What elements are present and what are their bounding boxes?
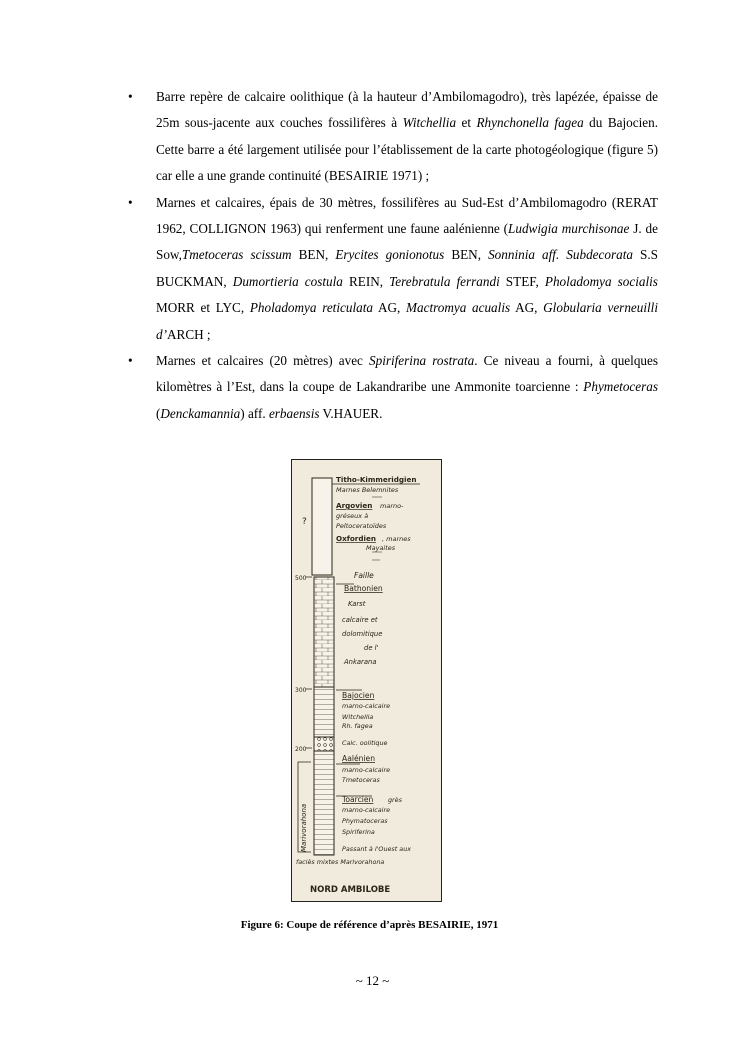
page-number: ~ 12 ~ (355, 973, 390, 988)
bullet-text (156, 89, 658, 183)
label: grès (388, 796, 402, 804)
label: marno- (380, 502, 404, 510)
italic-term: Mactromya acualis (406, 300, 511, 316)
italic-term: Rhynchonella fagea (476, 115, 584, 131)
text-run: V.HAUER. (319, 405, 383, 421)
argovien-label: Argovien (336, 501, 373, 510)
bullet-item (128, 84, 658, 190)
text-run: STEF, (499, 273, 545, 289)
italic-term: Spiriferina rostrata (369, 353, 475, 369)
label: Spiriferina (342, 828, 375, 836)
scale-label: 500 (295, 575, 307, 582)
scale-label: 300 (295, 687, 307, 694)
italic-term: Terebratula ferrandi (389, 273, 500, 289)
italic-term: erbaensis (268, 405, 320, 421)
text-run: BEN, (291, 247, 336, 263)
scale-label: 200 (295, 746, 307, 753)
label: marno-calcaire (342, 702, 391, 710)
italic-term: Dumortieria costula (232, 273, 343, 289)
italic-term: Phymetoceras (583, 379, 658, 395)
text-run: du Bajocien. Cette barre a été largement utilisée pour l’établissement de la carte photogéologique (figure 5) car elle a une grande continuité (BESAIRIE 1971) ; (156, 115, 658, 184)
bullet-text (156, 353, 658, 421)
label: Rh. fagea (342, 722, 373, 730)
bullet-item (128, 190, 658, 348)
text-run: AG, (372, 300, 407, 316)
text-run: REIN, (342, 273, 390, 289)
label: Karst (348, 600, 366, 608)
bullet-list (128, 84, 658, 427)
label: calcaire et (342, 616, 378, 624)
text-run: et (456, 115, 477, 131)
italic-term: Pholadomya socialis (544, 273, 658, 289)
bullet-symbol: • (128, 353, 133, 369)
label: Ankarana (344, 658, 377, 666)
figure-footer: NORD AMBILOBE (310, 885, 391, 895)
lower-column (314, 751, 334, 855)
label: Phymatoceras (342, 817, 388, 825)
label: Marnes Belemnites (336, 486, 399, 494)
aalenien-label: Aalénien (342, 754, 376, 763)
text-run: Marnes et calcaires (20 mètres) avec (156, 353, 369, 369)
bullet-symbol: • (128, 89, 133, 104)
italic-term: Denckamannia (160, 405, 241, 421)
label: Calc. oolitique (342, 739, 388, 747)
italic-term: Globularia verneuilli d’ (156, 300, 659, 342)
text-run: AG, (510, 300, 544, 316)
oxfordien-label: Oxfordien (336, 534, 376, 543)
text-run: Barre repère de calcaire oolithique (à la hauteur d’Ambilomagodro), très lapézée, épaisse de 25m sous-jacente aux couches fossilifères à (156, 89, 658, 131)
label: Passant à l'Ouest aux (342, 845, 412, 853)
text-run: S.S BUCKMAN, (156, 247, 659, 289)
label: Tmetoceras (342, 776, 380, 784)
label: Mayaites (366, 544, 396, 552)
text-run: Marnes et calcaires, épais de 30 mètres, fossilifères au Sud-Est d’Ambilomagodro (RERAT 1962, COLLIGNON 1963) qui renferment une faune aalénienne ( (156, 194, 658, 237)
label: marno-calcaire (342, 806, 391, 814)
bajocien-column (314, 687, 334, 737)
italic-term: Ludwigia murchisonae (508, 221, 630, 237)
stratigraphic-column-figure (291, 459, 442, 902)
label: faciès mixtes Marivorahona (296, 858, 385, 866)
label: Peltoceratoïdes (336, 522, 387, 530)
label: Faille (354, 571, 374, 580)
text-run: ( (156, 405, 161, 421)
bathonien-label: Bathonien (344, 584, 383, 593)
text-run: ) aff. (240, 405, 269, 421)
italic-term: Erycites gonionotus (335, 247, 445, 263)
caption-text: Figure 6: Coupe de référence d’après BESAIRIE, 1971 (240, 919, 499, 931)
toarcien-label: Toarcien (342, 795, 374, 804)
bajocien-label: Bajocien (342, 691, 375, 700)
label: dolomitique (342, 630, 383, 638)
karst-column (314, 577, 334, 687)
label: Witchellia (342, 713, 374, 721)
titho-label: Titho-Kimmeridgien (336, 475, 417, 484)
label: , marnes (382, 535, 411, 543)
italic-term: Sonninia aff. Subdecorata (488, 247, 633, 263)
bullet-text (156, 195, 658, 342)
label: marno-calcaire (342, 766, 391, 774)
text-run: MORR et LYC, (156, 300, 250, 316)
text-run: BEN, (444, 247, 489, 263)
label: gréseux à (336, 512, 369, 520)
bullet-item (128, 348, 658, 427)
upper-column (312, 478, 332, 575)
text-run: ARCH ; (167, 326, 211, 342)
text-run: J. de Sow, (156, 221, 658, 263)
text-run: . Ce niveau a fourni, à quelques kilomètres à l’Est, dans la coupe de Lakandraribe une Ammonite toarcienne : (156, 353, 658, 395)
label: de l' (364, 644, 379, 652)
bullet-symbol: • (128, 194, 133, 210)
question-mark: ? (302, 517, 307, 527)
figure-caption (0, 919, 745, 931)
italic-term: Tmetoceras scissum (181, 247, 292, 263)
italic-term: Witchellia (402, 115, 457, 131)
italic-term: Pholadomya reticulata (249, 300, 373, 316)
marivorahona-label: Marivorahona (300, 803, 308, 852)
oolite-column (314, 737, 334, 751)
